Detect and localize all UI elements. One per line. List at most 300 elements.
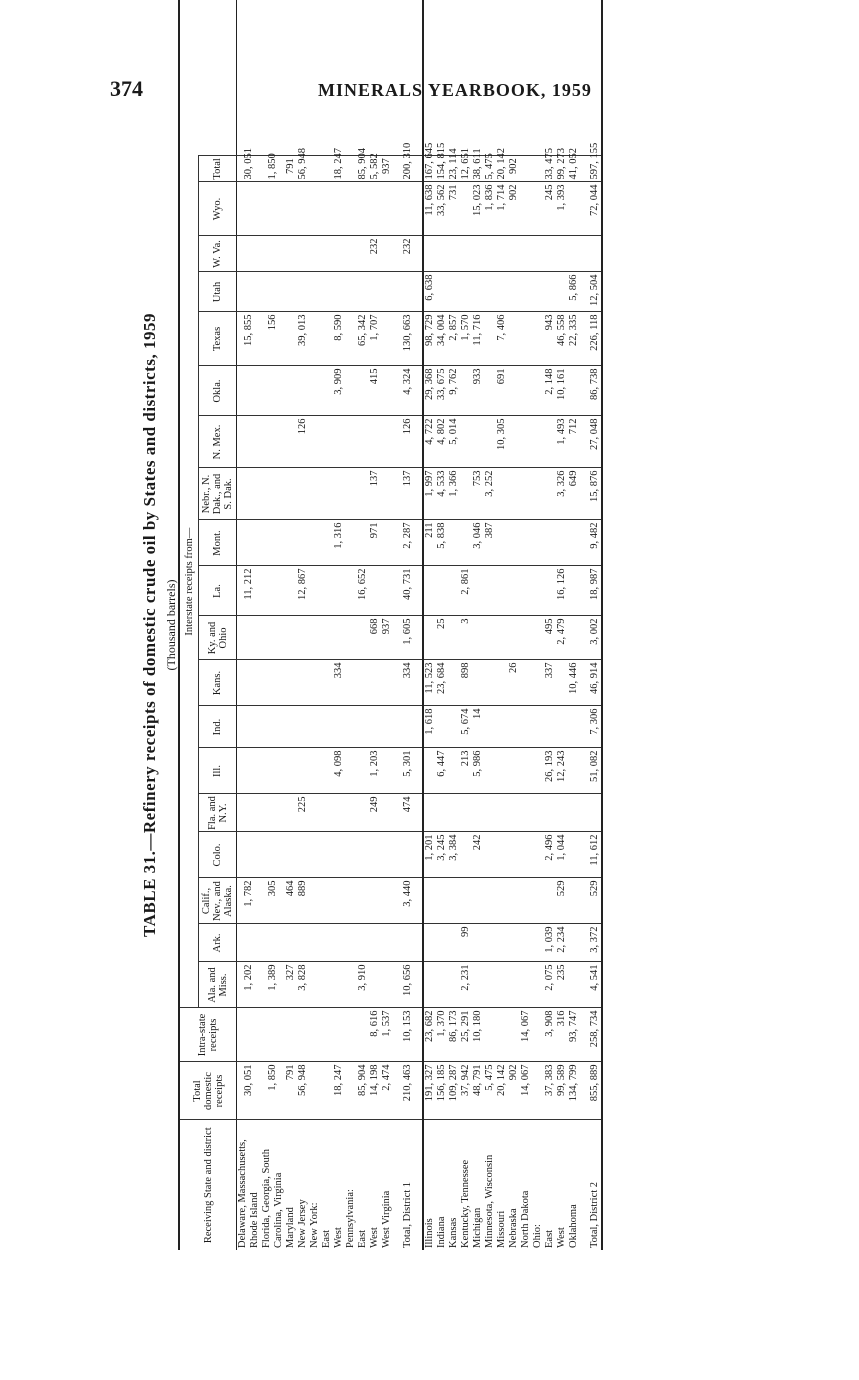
table-cell: 2, 234 xyxy=(556,924,568,962)
table-cell xyxy=(460,272,472,312)
table-cell xyxy=(423,566,436,616)
table-cell xyxy=(261,566,285,616)
table-cell: 10, 446 xyxy=(568,660,580,706)
table-cell: 6, 638 xyxy=(423,272,436,312)
table-cell xyxy=(496,962,508,1008)
table-cell xyxy=(568,520,580,566)
table-cell xyxy=(496,468,508,520)
table-cell: 46, 914 xyxy=(588,660,602,706)
table-cell xyxy=(472,566,484,616)
table-cell: 1, 393 xyxy=(556,182,568,236)
table-cell: 753 xyxy=(472,468,484,520)
table-cell xyxy=(285,1008,297,1062)
table-cell xyxy=(508,272,520,312)
table-cell xyxy=(321,312,333,366)
row-label: West xyxy=(369,1227,380,1248)
table-cell xyxy=(369,660,381,706)
table-cell: 4, 533 xyxy=(436,468,448,520)
table-cell: 937 xyxy=(381,156,393,182)
table-cell xyxy=(496,832,508,878)
table-cell: 29, 368 xyxy=(423,366,436,416)
table-cell-filler xyxy=(357,0,369,156)
table-cell: 2, 496 xyxy=(544,832,556,878)
table-cell-filler xyxy=(309,0,321,156)
table-cell xyxy=(333,416,345,468)
table-cell xyxy=(261,748,285,794)
row-label: Florida, Georgia, South Carolina, Virginia xyxy=(261,1149,284,1248)
table-cell xyxy=(309,520,321,566)
table-cell xyxy=(568,182,580,236)
table-cell xyxy=(484,924,496,962)
table-cell: 249 xyxy=(369,794,381,832)
table-row xyxy=(496,0,508,1250)
table-cell xyxy=(544,416,556,468)
table-cell xyxy=(484,566,496,616)
table-cell: 200, 310 xyxy=(401,156,414,182)
table-cell xyxy=(261,706,285,748)
table-cell xyxy=(381,832,393,878)
table-cell: 191, 327 xyxy=(423,1062,436,1120)
table-cell: 855, 889 xyxy=(588,1062,602,1120)
table-cell xyxy=(496,1008,508,1062)
table-cell: 1, 039 xyxy=(544,924,556,962)
table-cell xyxy=(285,706,297,748)
table-row xyxy=(381,0,393,1250)
table-cell xyxy=(237,272,262,312)
table-cell: 12, 504 xyxy=(588,272,602,312)
table-cell: 39, 013 xyxy=(297,312,309,366)
table-cell xyxy=(381,878,393,924)
table-cell xyxy=(321,832,333,878)
spacer-row xyxy=(414,0,423,1250)
table-cell: 334 xyxy=(401,660,414,706)
table-cell xyxy=(333,616,345,660)
table-cell: 33, 475 xyxy=(544,156,556,182)
table-cell: 1, 714 xyxy=(496,182,508,236)
table-cell: 5, 014 xyxy=(448,416,460,468)
table-cell: 889 xyxy=(297,878,309,924)
table-cell xyxy=(345,962,357,1008)
table-cell xyxy=(285,468,297,520)
table-cell xyxy=(532,706,544,748)
table-cell: 1, 316 xyxy=(333,520,345,566)
table-cell-filler xyxy=(496,0,508,156)
table-cell: 7, 406 xyxy=(496,312,508,366)
table-cell xyxy=(333,182,345,236)
table-cell xyxy=(261,1008,285,1062)
table-cell xyxy=(261,366,285,416)
table-cell: 14 xyxy=(472,706,484,748)
table-cell xyxy=(401,924,414,962)
table-cell xyxy=(345,924,357,962)
row-label: Pennsylvania: xyxy=(345,1189,356,1248)
table-cell: 46, 558 xyxy=(556,312,568,366)
table-cell: 3, 828 xyxy=(297,962,309,1008)
table-cell: 474 xyxy=(401,794,414,832)
table-cell: 86, 173 xyxy=(448,1008,460,1062)
table-cell xyxy=(568,832,580,878)
table-cell xyxy=(381,660,393,706)
table-cell: 2, 861 xyxy=(460,566,472,616)
table-cell xyxy=(321,416,333,468)
table-cell: 791 xyxy=(285,1062,297,1120)
table-cell xyxy=(297,272,309,312)
table-cell xyxy=(532,272,544,312)
header-receiving: Receiving State and district xyxy=(202,1127,214,1244)
receipts-table xyxy=(178,0,603,1250)
table-cell xyxy=(532,236,544,272)
table-cell xyxy=(544,520,556,566)
table-cell-filler xyxy=(588,0,602,156)
table-cell xyxy=(496,794,508,832)
table-cell xyxy=(568,924,580,962)
row-label: East xyxy=(321,1229,332,1248)
table-cell: 23, 684 xyxy=(436,660,448,706)
table-cell xyxy=(484,1008,496,1062)
table-row xyxy=(333,0,345,1250)
table-cell xyxy=(345,660,357,706)
table-cell: 10, 161 xyxy=(556,366,568,416)
table-cell xyxy=(544,706,556,748)
table-cell xyxy=(520,706,532,748)
column-header: Texas xyxy=(199,312,237,366)
table-cell xyxy=(568,794,580,832)
table-cell xyxy=(321,272,333,312)
table-cell xyxy=(321,366,333,416)
table-cell xyxy=(556,660,568,706)
column-header: Ky. and Ohio xyxy=(199,616,237,660)
table-cell: 387 xyxy=(484,520,496,566)
table-cell: 34, 004 xyxy=(436,312,448,366)
table-cell xyxy=(544,236,556,272)
table-cell xyxy=(448,616,460,660)
table-cell xyxy=(520,832,532,878)
table-cell: 3, 908 xyxy=(544,1008,556,1062)
column-header: Utah xyxy=(199,272,237,312)
table-cell xyxy=(321,236,333,272)
column-header-filler xyxy=(199,0,237,156)
table-cell xyxy=(448,748,460,794)
table-cell xyxy=(285,366,297,416)
table-cell xyxy=(357,832,369,878)
table-cell xyxy=(381,706,393,748)
table-cell xyxy=(357,416,369,468)
table-cell xyxy=(544,794,556,832)
table-cell xyxy=(520,566,532,616)
table-cell xyxy=(588,236,602,272)
table-cell-filler xyxy=(423,0,436,156)
table-cell xyxy=(333,706,345,748)
column-header: Kans. xyxy=(199,660,237,706)
row-label: East xyxy=(357,1229,368,1248)
table-cell xyxy=(321,924,333,962)
table-cell: 225 xyxy=(297,794,309,832)
table-cell-filler xyxy=(556,0,568,156)
row-label: West Virginia xyxy=(381,1190,392,1248)
table-cell xyxy=(369,832,381,878)
table-cell xyxy=(381,520,393,566)
table-cell xyxy=(484,416,496,468)
table-cell: 232 xyxy=(401,236,414,272)
table-cell: 495 xyxy=(544,616,556,660)
table-cell xyxy=(423,878,436,924)
table-cell xyxy=(556,520,568,566)
table-cell xyxy=(237,616,262,660)
table-cell: 33, 562 xyxy=(436,182,448,236)
table-cell: 26, 193 xyxy=(544,748,556,794)
table-row xyxy=(237,0,262,1250)
table-cell: 18, 247 xyxy=(333,156,345,182)
column-header: N. Mex. xyxy=(199,416,237,468)
column-header: Wyo. xyxy=(199,182,237,236)
table-cell xyxy=(544,468,556,520)
table-cell xyxy=(309,272,321,312)
table-cell xyxy=(261,520,285,566)
table-cell xyxy=(568,236,580,272)
table-cell xyxy=(520,156,532,182)
table-cell: 40, 731 xyxy=(401,566,414,616)
table-row xyxy=(484,0,496,1250)
total-row xyxy=(588,0,602,1250)
table-cell xyxy=(508,832,520,878)
table-cell-filler xyxy=(237,0,262,156)
table-row xyxy=(285,0,297,1250)
table-cell xyxy=(369,182,381,236)
table-cell xyxy=(309,182,321,236)
row-label: Total, District 1 xyxy=(401,1181,413,1248)
table-cell xyxy=(520,878,532,924)
header-intrastate: Intra-state receipts xyxy=(179,1008,237,1062)
table-cell: 5, 582 xyxy=(369,156,381,182)
table-cell xyxy=(544,272,556,312)
table-cell xyxy=(297,366,309,416)
table-cell xyxy=(460,794,472,832)
table-cell: 902 xyxy=(508,156,520,182)
table-cell xyxy=(321,962,333,1008)
table-cell xyxy=(309,924,321,962)
table-cell xyxy=(556,272,568,312)
table-cell xyxy=(381,962,393,1008)
table-cell xyxy=(297,468,309,520)
table-cell xyxy=(237,520,262,566)
table-cell: 1, 201 xyxy=(423,832,436,878)
table-cell-filler xyxy=(508,0,520,156)
table-cell xyxy=(508,794,520,832)
table-cell: 3, 384 xyxy=(448,832,460,878)
table-cell: 15, 876 xyxy=(588,468,602,520)
table-cell-filler xyxy=(401,0,414,156)
table-cell: 213 xyxy=(460,748,472,794)
table-cell xyxy=(369,566,381,616)
table-cell: 2, 479 xyxy=(556,616,568,660)
table-cell xyxy=(460,832,472,878)
table-cell xyxy=(484,236,496,272)
row-label: Maryland xyxy=(285,1207,296,1248)
table-cell: 2, 148 xyxy=(544,366,556,416)
table-cell xyxy=(544,878,556,924)
table-row xyxy=(568,0,580,1250)
table-cell: 12, 243 xyxy=(556,748,568,794)
row-label: Minnesota, Wisconsin xyxy=(484,1154,495,1248)
table-cell-filler xyxy=(436,0,448,156)
table-cell xyxy=(321,156,333,182)
table-cell xyxy=(261,794,285,832)
table-cell: 51, 082 xyxy=(588,748,602,794)
table-cell xyxy=(520,794,532,832)
table-cell: 10, 305 xyxy=(496,416,508,468)
table-cell xyxy=(496,566,508,616)
table-cell xyxy=(285,312,297,366)
row-label: Nebraska xyxy=(508,1208,519,1248)
table-cell xyxy=(520,182,532,236)
table-cell: 33, 675 xyxy=(436,366,448,416)
table-cell xyxy=(520,924,532,962)
table-cell xyxy=(544,566,556,616)
table-cell-filler xyxy=(544,0,556,156)
table-cell: 937 xyxy=(381,616,393,660)
table-cell xyxy=(345,616,357,660)
table-cell xyxy=(381,236,393,272)
table-cell xyxy=(568,748,580,794)
table-cell: 26 xyxy=(508,660,520,706)
table-cell: 1, 618 xyxy=(423,706,436,748)
table-cell: 943 xyxy=(544,312,556,366)
table-cell xyxy=(556,236,568,272)
row-label: East xyxy=(544,1229,555,1248)
table-cell xyxy=(309,962,321,1008)
table-cell: 27, 048 xyxy=(588,416,602,468)
table-cell: 3, 046 xyxy=(472,520,484,566)
table-cell: 933 xyxy=(472,366,484,416)
table-cell: 4, 541 xyxy=(588,962,602,1008)
table-cell-filler xyxy=(345,0,357,156)
table-cell xyxy=(496,706,508,748)
table-cell: 48, 791 xyxy=(472,1062,484,1120)
table-row xyxy=(544,0,556,1250)
table-cell xyxy=(401,706,414,748)
table-cell: 38, 611 xyxy=(472,156,484,182)
table-row xyxy=(309,0,321,1250)
row-label: Indiana xyxy=(436,1216,447,1248)
table-cell xyxy=(508,236,520,272)
table-cell xyxy=(423,236,436,272)
row-label: Ohio: xyxy=(532,1224,543,1248)
table-cell xyxy=(345,272,357,312)
header-total-domestic: Total domestic receipts xyxy=(179,1062,237,1120)
table-cell-filler xyxy=(321,0,333,156)
table-cell: 7, 306 xyxy=(588,706,602,748)
table-cell xyxy=(423,962,436,1008)
table-cell: 10, 656 xyxy=(401,962,414,1008)
table-row xyxy=(357,0,369,1250)
table-cell xyxy=(532,924,544,962)
table-row xyxy=(321,0,333,1250)
table-cell xyxy=(423,616,436,660)
table-cell xyxy=(345,156,357,182)
table-cell-filler xyxy=(448,0,460,156)
table-cell xyxy=(345,468,357,520)
table-cell xyxy=(423,924,436,962)
table-cell xyxy=(321,566,333,616)
table-cell xyxy=(508,748,520,794)
table-cell xyxy=(297,706,309,748)
table-cell: 85, 904 xyxy=(357,1062,369,1120)
table-cell xyxy=(460,416,472,468)
table-cell: 9, 762 xyxy=(448,366,460,416)
table-cell: 154, 815 xyxy=(436,156,448,182)
table-cell-filler xyxy=(369,0,381,156)
table-cell xyxy=(285,520,297,566)
table-cell xyxy=(309,794,321,832)
table-title: TABLE 31.—Refinery receipts of domestic crude oil by States and districts, 1959 xyxy=(140,313,159,937)
table-cell xyxy=(321,1062,333,1120)
table-cell: 11, 638 xyxy=(423,182,436,236)
table-row xyxy=(508,0,520,1250)
row-label: Illinois xyxy=(423,1120,436,1250)
table-cell: 5, 674 xyxy=(460,706,472,748)
spacer-row xyxy=(580,0,588,1250)
table-cell xyxy=(261,272,285,312)
table-cell xyxy=(345,366,357,416)
page-number: 374 xyxy=(110,76,143,101)
table-cell: 15, 855 xyxy=(237,312,262,366)
table-cell: 529 xyxy=(588,878,602,924)
table-cell xyxy=(309,366,321,416)
table-cell xyxy=(237,416,262,468)
table-cell xyxy=(321,878,333,924)
table-cell xyxy=(309,1062,321,1120)
table-cell: 316 xyxy=(556,1008,568,1062)
table-cell: 130, 663 xyxy=(401,312,414,366)
table-cell: 12, 651 xyxy=(460,156,472,182)
table-cell xyxy=(321,468,333,520)
table-cell-filler xyxy=(520,0,532,156)
table-subtitle: (Thousand barrels) xyxy=(164,579,178,671)
table-cell: 25 xyxy=(436,616,448,660)
table-cell xyxy=(568,878,580,924)
table-cell xyxy=(261,924,285,962)
table-cell xyxy=(309,616,321,660)
table-cell xyxy=(321,706,333,748)
table-cell: 3, 245 xyxy=(436,832,448,878)
table-cell xyxy=(484,962,496,1008)
rotated-table-block xyxy=(140,0,780,1250)
table-cell xyxy=(309,156,321,182)
table-cell: 65, 342 xyxy=(357,312,369,366)
table-cell xyxy=(237,832,262,878)
table-cell xyxy=(333,924,345,962)
table-row xyxy=(423,0,436,1250)
table-cell xyxy=(357,616,369,660)
table-cell: 37, 383 xyxy=(544,1062,556,1120)
table-cell xyxy=(357,706,369,748)
table-cell xyxy=(423,748,436,794)
table-cell: 1, 044 xyxy=(556,832,568,878)
table-cell xyxy=(381,566,393,616)
table-cell xyxy=(297,236,309,272)
table-cell xyxy=(237,924,262,962)
table-cell xyxy=(448,236,460,272)
table-cell xyxy=(297,182,309,236)
table-cell xyxy=(357,878,369,924)
table-cell xyxy=(357,748,369,794)
table-cell: 898 xyxy=(460,660,472,706)
table-cell xyxy=(532,468,544,520)
table-cell xyxy=(460,520,472,566)
table-cell xyxy=(309,748,321,794)
table-cell xyxy=(381,416,393,468)
table-cell xyxy=(532,832,544,878)
